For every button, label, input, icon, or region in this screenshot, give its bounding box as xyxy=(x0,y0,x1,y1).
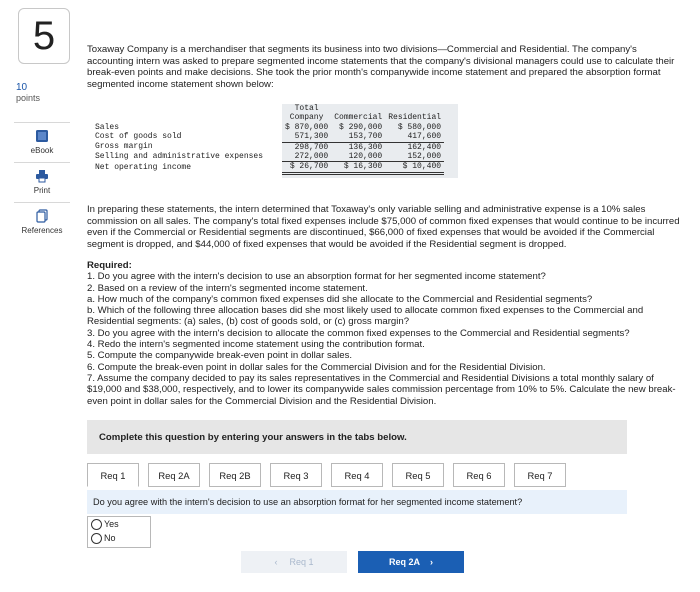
radio-yes[interactable] xyxy=(91,519,102,530)
references-button[interactable] xyxy=(14,202,70,235)
table-header-row xyxy=(92,104,444,113)
table-row xyxy=(92,152,444,162)
cell-total: 298,700 xyxy=(294,142,329,152)
complete-instruction xyxy=(87,420,627,454)
chevron-left-icon: ‹ xyxy=(274,557,278,567)
print-button[interactable] xyxy=(14,162,70,195)
row-label: Net operating income xyxy=(95,162,192,172)
requirement-tabs xyxy=(87,463,627,487)
tab-req-7[interactable]: Req 7 xyxy=(514,463,566,487)
references-icon xyxy=(35,209,49,223)
points-label: points xyxy=(16,93,41,103)
radio-no[interactable] xyxy=(91,533,102,544)
tab-req-3[interactable]: Req 3 xyxy=(270,463,322,487)
table-header-row xyxy=(92,113,444,122)
table-row xyxy=(92,132,444,142)
cell-commercial: 120,000 xyxy=(331,152,385,162)
tab-req-2b[interactable]: Req 2B xyxy=(209,463,261,487)
tab-req-5[interactable]: Req 5 xyxy=(392,463,444,487)
row-label: Cost of goods sold xyxy=(95,132,182,142)
ebook-icon xyxy=(35,129,49,143)
table-row xyxy=(92,123,444,132)
cell-commercial: $ 16,300 xyxy=(331,162,385,173)
required-item: 3. Do you agree with the intern's decision to allocate the common fixed expenses to the Commercial and Residential segments? xyxy=(87,327,630,339)
required-item: a. How much of the company's common fixed expenses did she allocate to the Commercial and Residential segments? xyxy=(87,293,593,305)
row-label: Selling and administrative expenses xyxy=(95,152,264,162)
next-req-label: Req 2A xyxy=(388,557,420,567)
cell-residential: $ 10,400 xyxy=(385,162,444,173)
points-value: 10 xyxy=(16,82,28,93)
ebook-label: eBook xyxy=(30,146,54,155)
required-item: 7. Assume the company decided to pay its sales representatives in the Commercial and Residential Divisions a total monthly salary of $19,000 and $38,000, respectively, and to lower its companywide sales commission percentage from 10% to 5%. Calculate the new break-even point in dollar sales for the Commercial Division and the Residential Division. xyxy=(87,372,676,407)
col-residential: Residential xyxy=(388,113,442,123)
cell-total: 571,300 xyxy=(282,132,331,142)
next-req-button[interactable] xyxy=(358,551,464,573)
option-yes[interactable] xyxy=(88,517,150,531)
col-commercial: Commercial xyxy=(334,113,383,123)
required-section xyxy=(87,260,682,407)
tab-req-1[interactable]: Req 1 xyxy=(87,463,139,487)
prev-req-label: Req 1 xyxy=(289,557,314,567)
question-prompt xyxy=(87,490,627,514)
table-row xyxy=(92,162,444,173)
row-label: Gross margin xyxy=(95,142,153,152)
points-indicator xyxy=(16,82,40,104)
complete-instruction-text: Complete this question by entering your answers in the tabs below. xyxy=(99,431,407,443)
print-label: Print xyxy=(33,186,51,195)
cell-residential: $ 580,000 xyxy=(397,122,442,132)
details-paragraph: In preparing these statements, the intern determined that Toxaway's only variable selling and administrative expense is a 10% sales commission on all sales. The company's total fixed expenses include $75,000 of common fixed expenses that would continue to be incurred even if the Commercial or Residential segments are discontinued, $66,000 of fixed expenses that would be avoided if the Commercial segment is dropped, and $44,000 of fixed expenses that would be avoided if the Residential segment is dropped. xyxy=(87,204,680,250)
cell-commercial: $ 290,000 xyxy=(339,122,383,132)
option-yes-label: Yes xyxy=(104,519,119,529)
prev-req-button[interactable] xyxy=(241,551,347,573)
intro-paragraph: Toxaway Company is a merchandiser that segments its business into two divisions—Commercial and Residential. The company's accounting intern was asked to prepare segmented income statements that the company's divisional managers could use to calculate their break-even points and make decisions. She took the prior month's companywide income statement and prepared the absorption format segmented income statement shown below: xyxy=(87,44,675,90)
question-number-value: 5 xyxy=(32,13,56,58)
question-prompt-text: Do you agree with the intern's decision to use an absorption format for her segmented income statement? xyxy=(93,497,523,507)
required-item: 1. Do you agree with the intern's decision to use an absorption format for her segmented income statement? xyxy=(87,271,546,283)
tab-req-4[interactable]: Req 4 xyxy=(331,463,383,487)
col-total-2: Company xyxy=(289,113,324,123)
chevron-right-icon: › xyxy=(430,557,433,567)
required-item: 2. Based on a review of the intern's segmented income statement. xyxy=(87,282,368,294)
ebook-button[interactable] xyxy=(14,122,70,155)
cell-commercial: 136,300 xyxy=(348,142,383,152)
required-item: 4. Redo the intern's segmented income statement using the contribution format. xyxy=(87,339,425,351)
tab-req-6[interactable]: Req 6 xyxy=(453,463,505,487)
required-item: b. Which of the following three allocation bases did she most likely used to allocate common fixed expenses to the Commercial and Residential segments: (a) sales, (b) cost of goods sold, or (c) gross margin? xyxy=(87,305,644,328)
references-label: References xyxy=(21,226,63,235)
required-item: 5. Compute the companywide break-even point in dollar sales. xyxy=(87,350,353,362)
required-item: 6. Compute the break-even point in dollar sales for the Commercial Division and for the Residential Division. xyxy=(87,361,546,373)
cell-residential: 417,600 xyxy=(385,132,444,142)
option-no[interactable] xyxy=(88,531,150,545)
cell-residential: 162,400 xyxy=(407,142,442,152)
table-row xyxy=(92,142,444,152)
option-no-label: No xyxy=(104,533,116,543)
cell-total: 272,000 xyxy=(282,152,331,162)
required-heading: Required: xyxy=(87,260,132,271)
tab-req-2a[interactable]: Req 2A xyxy=(148,463,200,487)
income-statement-table xyxy=(92,104,444,175)
col-total-1: Total xyxy=(294,104,319,113)
answer-options xyxy=(87,516,151,548)
cell-commercial: 153,700 xyxy=(331,132,385,142)
row-label: Sales xyxy=(95,122,120,132)
cell-total: $ 870,000 xyxy=(285,122,329,132)
cell-total: $ 26,700 xyxy=(282,162,331,173)
question-number xyxy=(18,8,70,64)
cell-residential: 152,000 xyxy=(385,152,444,162)
print-icon xyxy=(35,169,49,183)
